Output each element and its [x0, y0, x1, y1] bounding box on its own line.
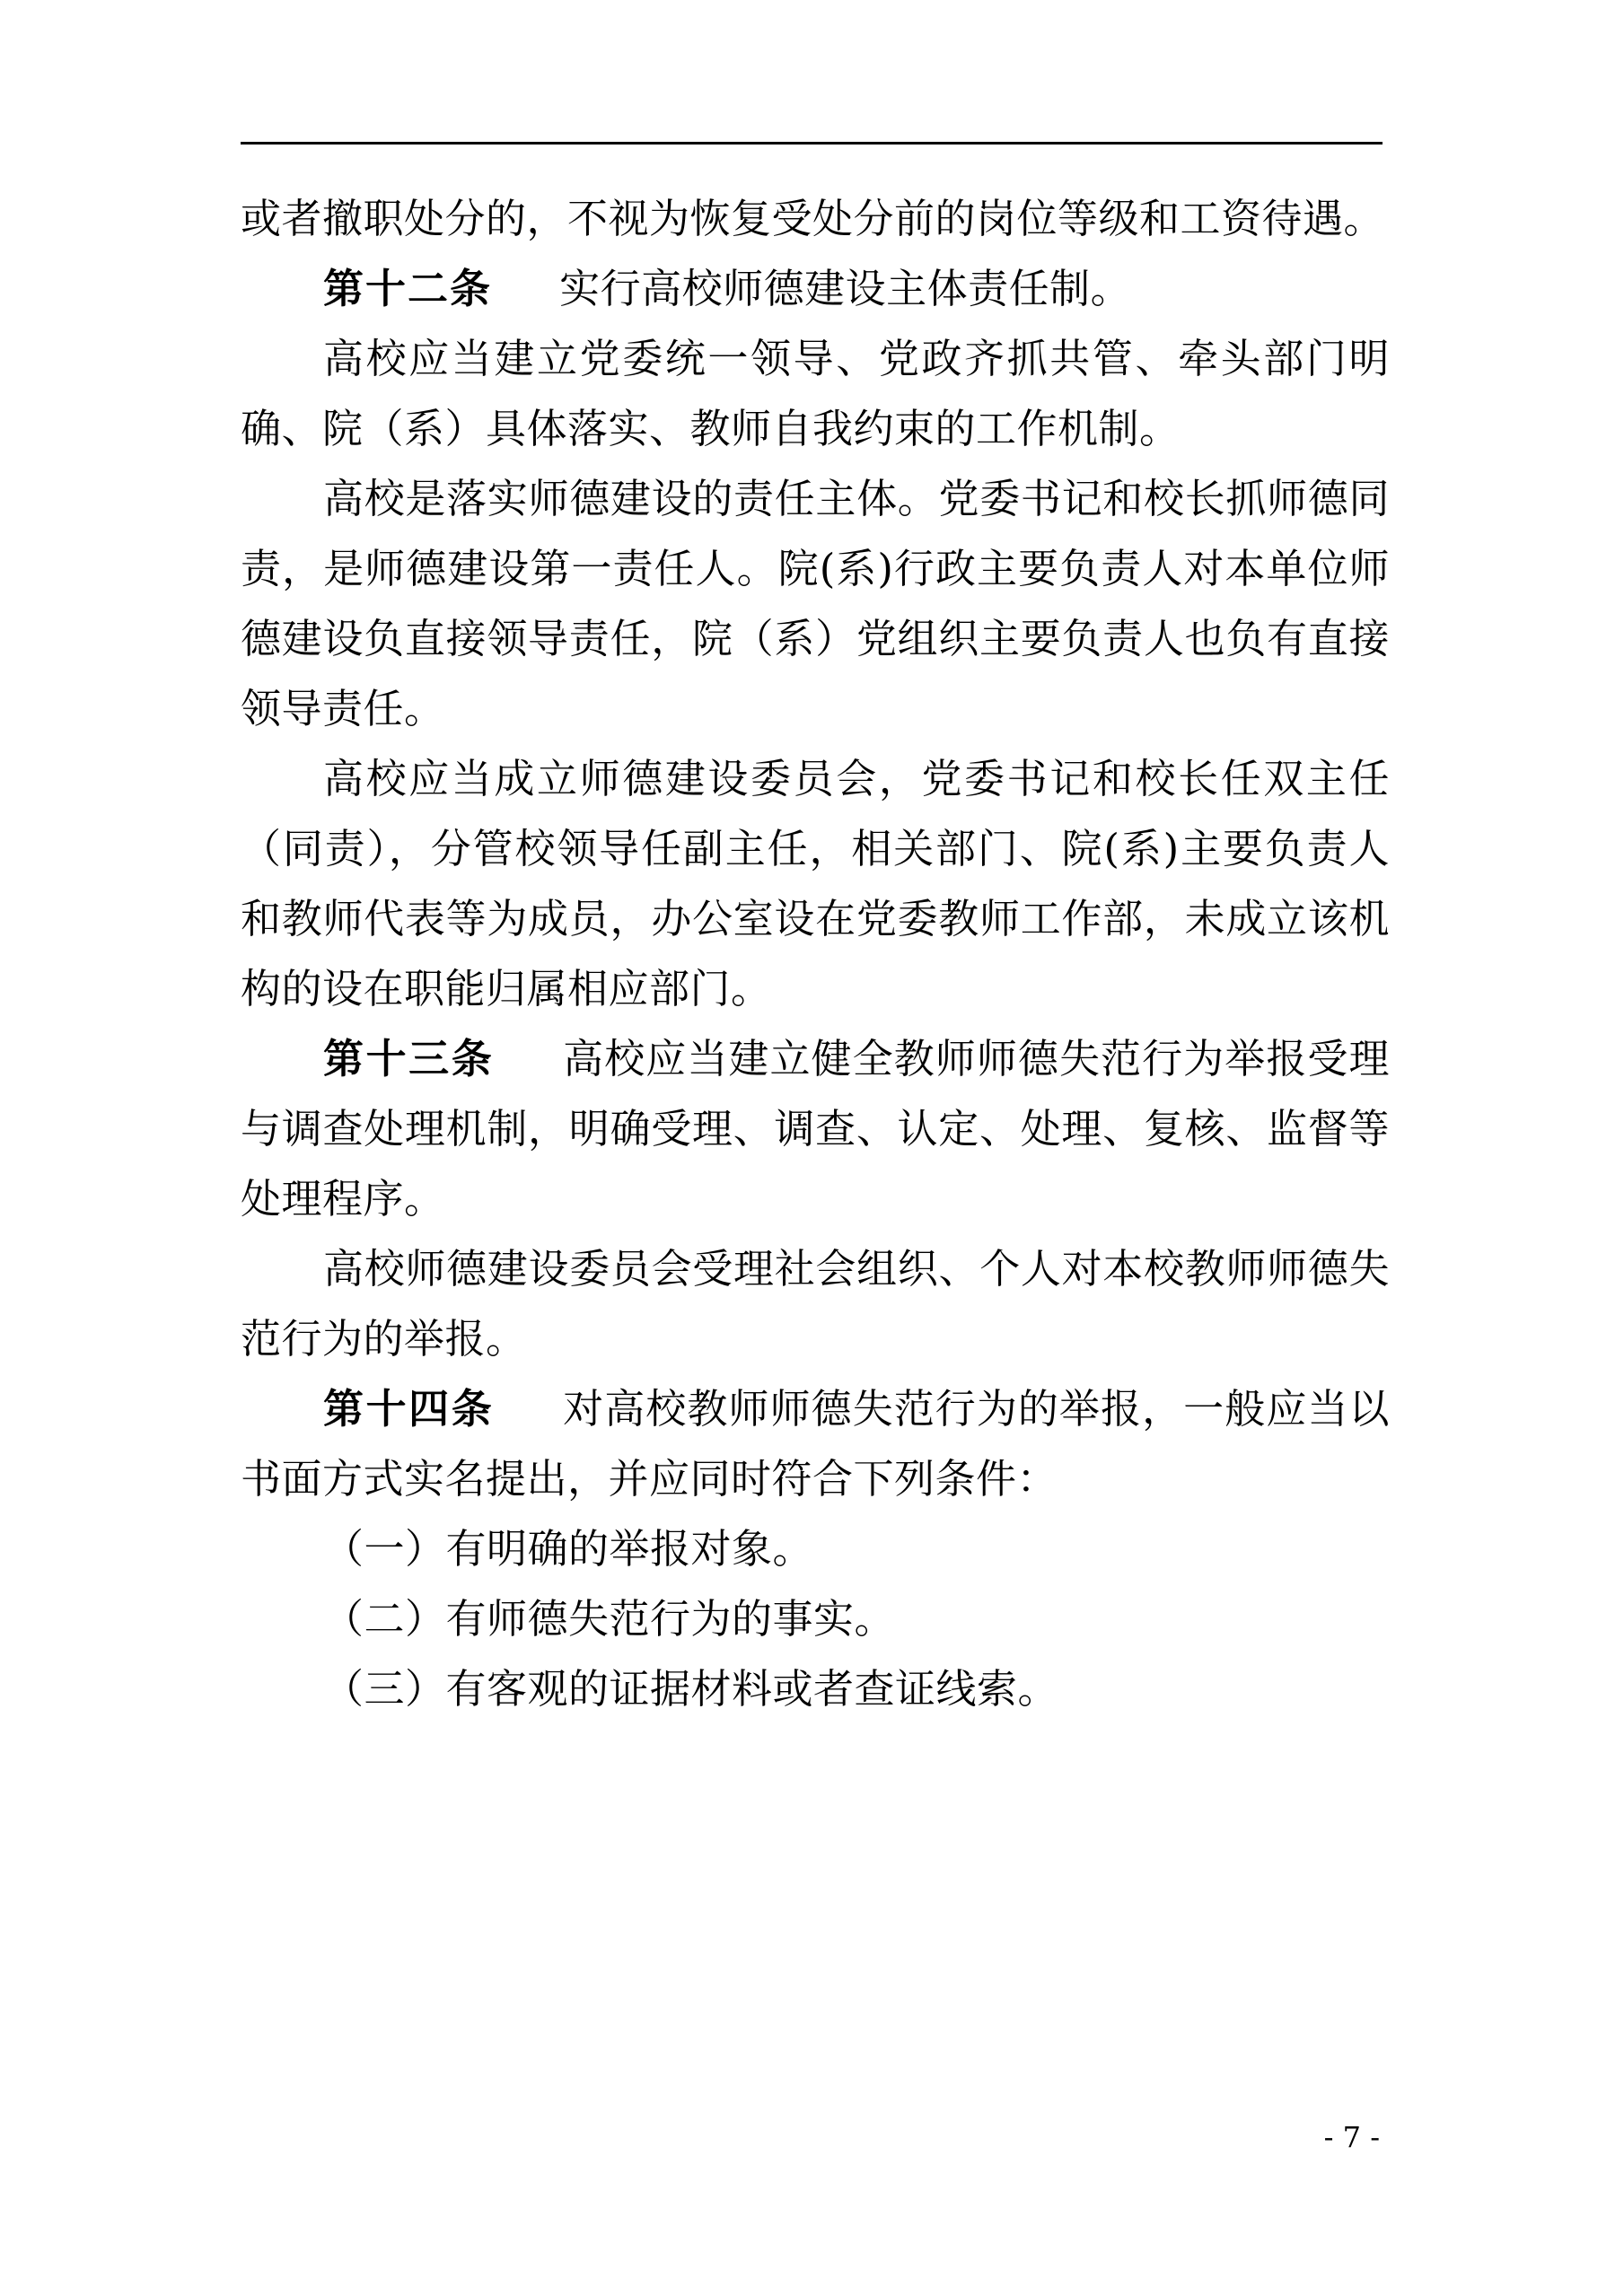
paragraph-text: 或者撤职处分的，不视为恢复受处分前的岗位等级和工资待遇。 [241, 195, 1385, 242]
paragraph-text: 实行高校师德建设主体责任制。 [559, 265, 1132, 312]
paragraph-text: （二）有师德失范行为的事实。 [323, 1595, 896, 1643]
paragraph [241, 744, 1390, 1024]
article-label: 第十二条 [323, 265, 493, 312]
paragraph [241, 324, 1390, 464]
paragraph [241, 1234, 1390, 1374]
header-divider [241, 142, 1383, 145]
article-label: 第十四条 [323, 1385, 495, 1433]
paragraph-text: 高校是落实师德建设的责任主体。党委书记和校长抓师德同责，是师德建设第一责任人。院(系)行政主要负责人对本单位师德建设负直接领导责任，院（系）党组织主要负责人也负有直接领导责任。 [241, 475, 1390, 732]
paragraph [241, 464, 1390, 744]
paragraph-text: （三）有客观的证据材料或者查证线索。 [323, 1665, 1059, 1713]
paragraph-item-3 [241, 1654, 1390, 1724]
page-number: - 7 - [1323, 2120, 1380, 2154]
paragraph-text: 高校应当成立师德建设委员会，党委书记和校长任双主任（同责），分管校领导任副主任，相关部门、院(系)主要负责人和教师代表等为成员，办公室设在党委教师工作部，未成立该机构的设在职能归属相应部门。 [241, 755, 1390, 1012]
paragraph-article-13 [241, 1024, 1390, 1234]
paragraph-article-12 [241, 254, 1390, 324]
document-body [241, 184, 1390, 1724]
article-label: 第十三条 [323, 1035, 495, 1082]
paragraph-text: 对高校教师师德失范行为的举报，一般应当以书面方式实名提出，并应同时符合下列条件： [241, 1385, 1390, 1503]
paragraph-text: 高校应当建立党委统一领导、党政齐抓共管、牵头部门明确、院（系）具体落实、教师自我约束的工作机制。 [241, 335, 1390, 452]
paragraph [241, 184, 1390, 254]
paragraph-article-14 [241, 1374, 1390, 1514]
paragraph-text: 高校应当建立健全教师师德失范行为举报受理与调查处理机制，明确受理、调查、认定、处理、复核、监督等处理程序。 [241, 1035, 1390, 1222]
paragraph-item-2 [241, 1584, 1390, 1654]
paragraph-text: 高校师德建设委员会受理社会组织、个人对本校教师师德失范行为的举报。 [241, 1245, 1390, 1363]
paragraph-item-1 [241, 1514, 1390, 1584]
paragraph-text: （一）有明确的举报对象。 [323, 1525, 814, 1573]
